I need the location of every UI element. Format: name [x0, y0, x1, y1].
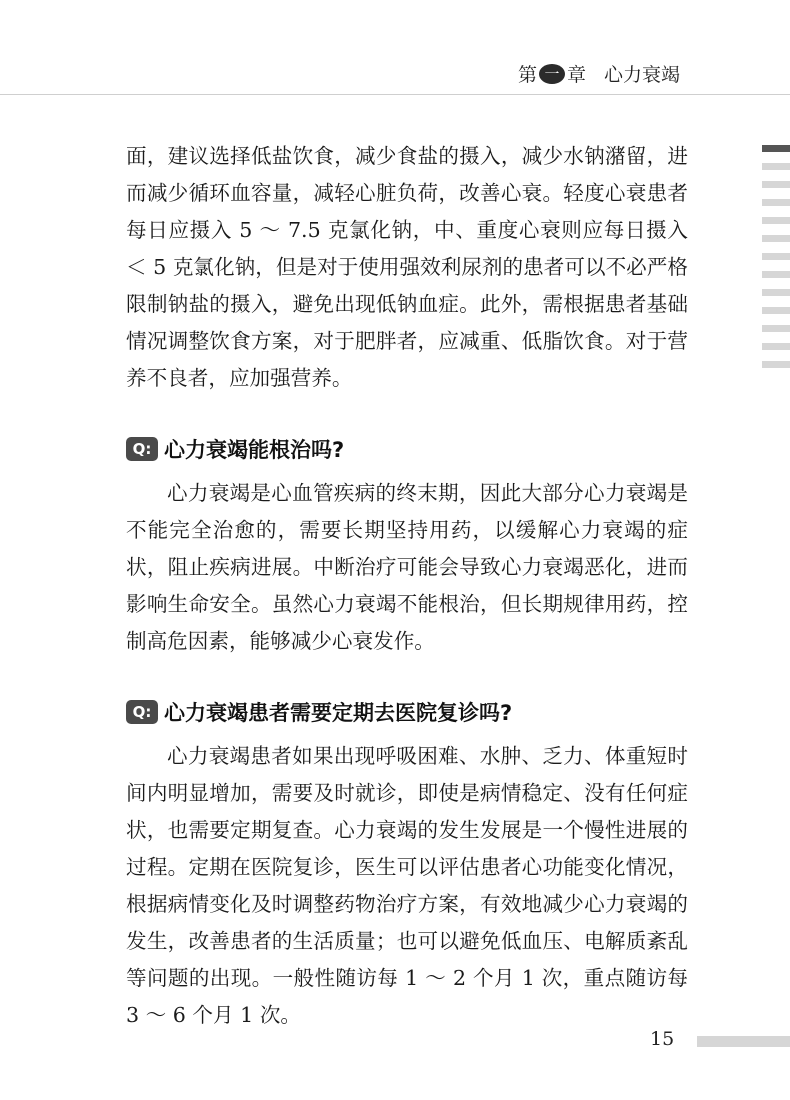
chapter-title: 心力衰竭	[603, 64, 680, 86]
running-header	[518, 60, 680, 87]
thumb-tab	[762, 217, 790, 224]
thumb-tab	[762, 199, 790, 206]
thumb-tab	[762, 163, 790, 170]
page-number: 15	[650, 1028, 675, 1050]
chapter-thumb-index	[762, 145, 790, 379]
chapter-prefix: 第	[517, 64, 537, 86]
thumb-tab	[762, 343, 790, 350]
answer-paragraph: 心力衰竭是心血管疾病的终末期，因此大部分心力衰竭是不能完全治愈的，需要长期坚持用药，以缓解心力衰竭的症状，阻止疾病进展。中断治疗可能会导致心力衰竭恶化，进而影响生命安全。虽然心力衰竭不能根治，但长期规律用药，控制高危因素，能够减少心衰发作。	[126, 481, 688, 653]
continued-paragraph: 面，建议选择低盐饮食，减少食盐的摄入，减少水钠潴留，进而减少循环血容量，减轻心脏负荷，改善心衰。轻度心衰患者每日应摄入 5 ～ 7.5 克氯化钠，中、重度心衰则应每日摄入＜ 5 克氯化钠，但是对于使用强效利尿剂的患者可以不必严格限制钠盐的摄入，避免出现低钠血症。此外，需根据患者基础情况调整饮食方案，对于肥胖者，应减重、低脂饮食。对于营养不良者，应加强营养。	[126, 144, 688, 390]
question-badge-icon: Q:	[126, 437, 158, 461]
question-title: 心力衰竭患者需要定期去医院复诊吗?	[164, 701, 513, 725]
thumb-tab	[762, 271, 790, 278]
thumb-tab	[762, 325, 790, 332]
chapter-number-badge: 一	[539, 64, 565, 84]
thumb-tab-current	[762, 145, 790, 152]
thumb-tab	[762, 307, 790, 314]
answer-paragraph: 心力衰竭患者如果出现呼吸困难、水肿、乏力、体重短时间内明显增加，需要及时就诊，即使是病情稳定、没有任何症状，也需要定期复查。心力衰竭的发生发展是一个慢性进展的过程。定期在医院复诊，医生可以评估患者心功能变化情况，根据病情变化及时调整药物治疗方案，有效地减少心力衰竭的发生，改善患者的生活质量；也可以避免低血压、电解质紊乱等问题的出现。一般性随访每 1 ～ 2 个月 1 次，重点随访每 3 ～ 6 个月 1 次。	[126, 744, 688, 1027]
question-badge-icon: Q:	[126, 700, 158, 724]
thumb-tab	[762, 235, 790, 242]
thumb-tab	[762, 361, 790, 368]
header-divider	[0, 94, 790, 95]
footer-decor-bar	[697, 1036, 790, 1047]
thumb-tab	[762, 253, 790, 260]
chapter-suffix: 章	[566, 64, 586, 86]
thumb-tab	[762, 181, 790, 188]
page-body	[126, 138, 688, 1034]
question-heading	[126, 429, 688, 469]
thumb-tab	[762, 289, 790, 296]
question-title: 心力衰竭能根治吗?	[164, 438, 345, 462]
question-heading	[126, 692, 688, 732]
